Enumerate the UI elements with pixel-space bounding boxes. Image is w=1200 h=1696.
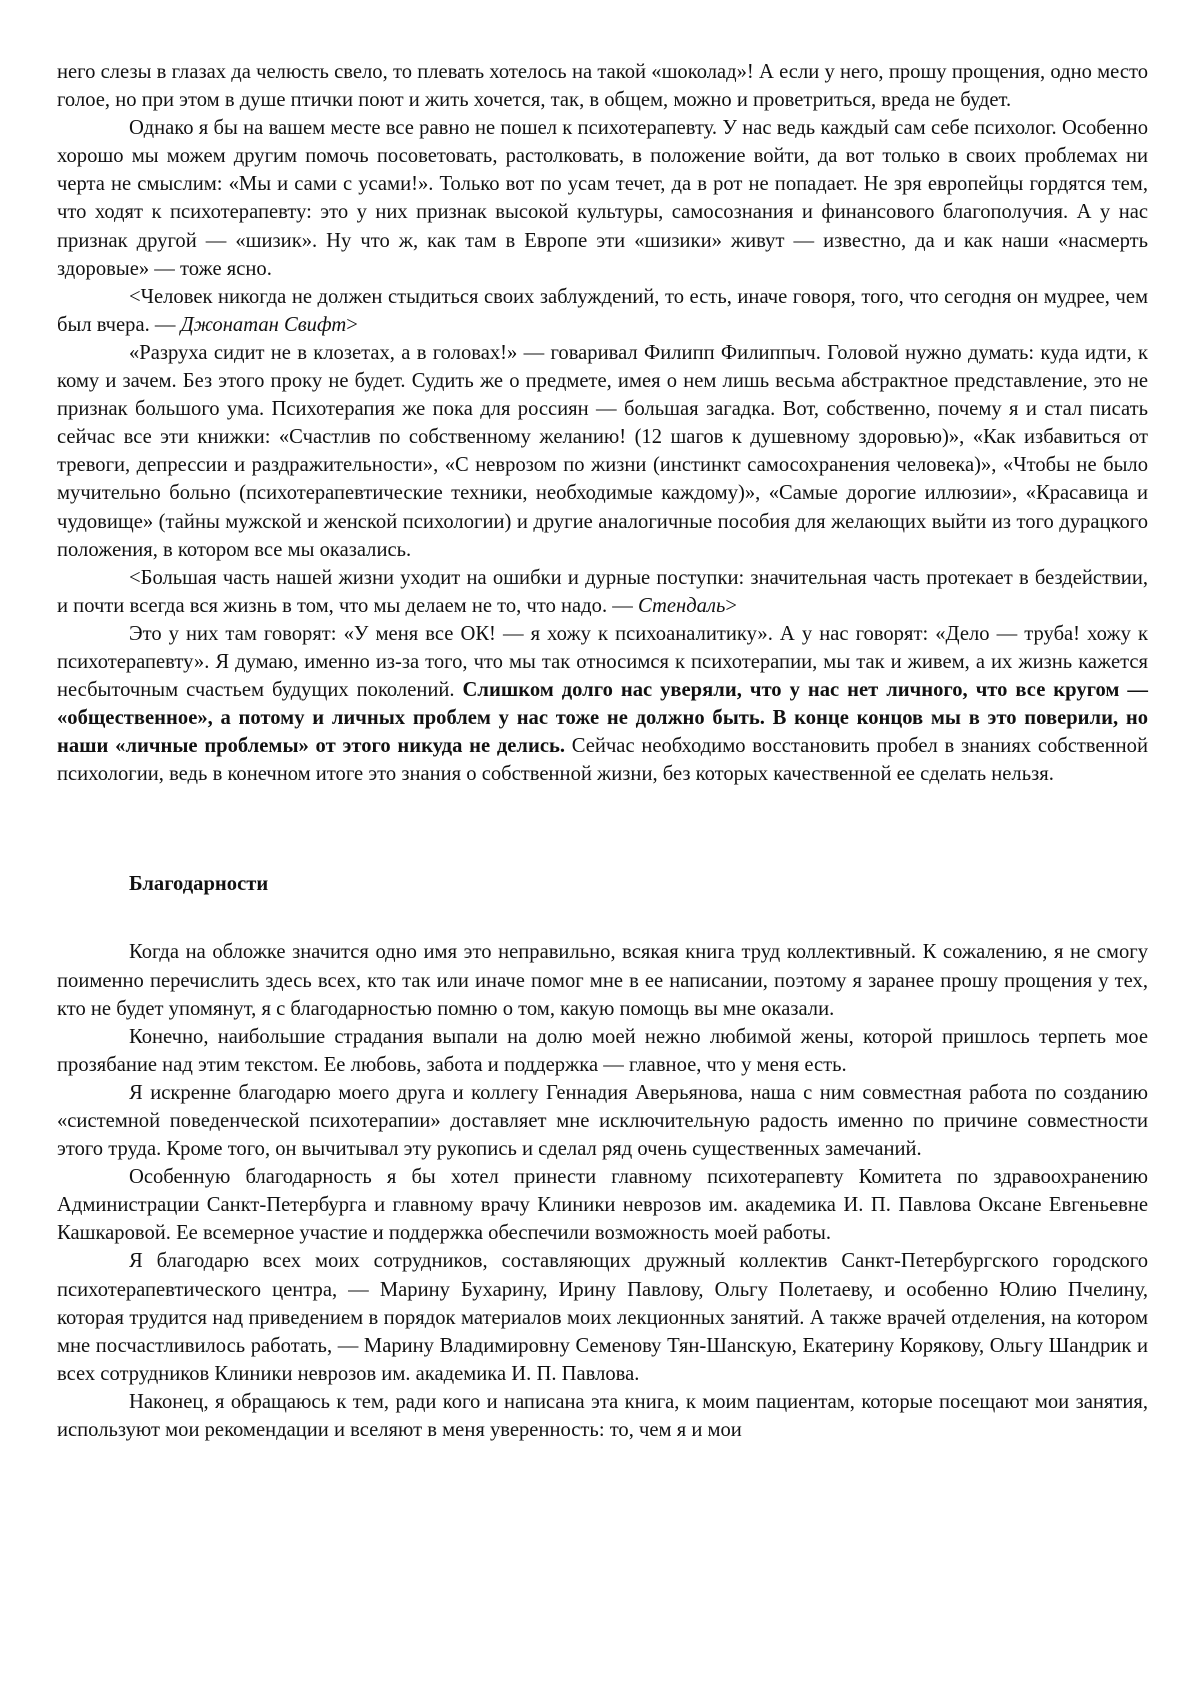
quote-stendhal-text: <Большая часть нашей жизни уходит на ошибки и дурные поступки: значительная часть протекает в бездействии, и почти всегда вся жизнь в том, что мы делаем не то, что надо. — xyxy=(57,566,1148,617)
section-heading-acknowledgements: Благодарности xyxy=(129,873,269,896)
quote-swift xyxy=(57,283,1148,339)
paragraph-self-psychologist: Однако я бы на вашем месте все равно не пошел к психотерапевту. У нас ведь каждый сам себе психолог. Особенно хорошо мы можем другим помочь посоветовать, растолковать, в положение войти, да вот только в своих проблемах ни черта не смыслим: «Мы и сами с усами!». Только вот по усам течет, да в рот не попадает. Не зря европейцы гордятся тем, что ходят к психотерапевту: это у них признак высокой культуры, самосознания и финансового благополучия. А у нас признак другой — «шизик». Ну что ж, как там в Европе эти «шизики» живут — известно, да и как наши «насмерть здоровые» — тоже ясно. xyxy=(57,117,1148,280)
paragraph-ack-intro: Когда на обложке значится одно имя это неправильно, всякая книга труд коллективный. К сожалению, я не смогу поименно перечислить здесь всех, кто так или иначе помог мне в ее написании, поэтому я заранее прошу прощения у тех, кто не будет упомянут, я с благодарностью помню о том, какую помощь вы мне оказали. xyxy=(57,941,1148,1020)
quote-swift-close: > xyxy=(346,313,358,336)
quote-swift-author: Джонатан Свифт xyxy=(180,313,347,336)
paragraph-continuation: него слезы в глазах да челюсть свело, то плевать хотелось на такой «шоколад»! А если у него, прошу прощения, одно место голое, но при этом в душе птички поют и жить хочется, так, в общем, можно и проветриться, вреда не будет. xyxy=(57,61,1148,112)
paragraph-ack-staff: Я благодарю всех моих сотрудников, составляющих дружный коллектив Санкт-Петербургского городского психотерапевтического центра, — Марину Бухарину, Ирину Павлову, Ольгу Полетаеву, и особенно Юлию Пчелину, которая трудится над приведением в порядок материалов моих лекционных занятий. А также врачей отделения, на котором мне посчастливилось работать, — Марину Владимировну Семенову Тян-Шанскую, Екатерину Корякову, Ольгу Шандрик и всех сотрудников Клиники неврозов им. академика И. П. Павлова. xyxy=(57,1250,1148,1385)
quote-swift-text: <Человек никогда не должен стыдиться своих заблуждений, то есть, иначе говоря, того, что сегодня он мудрее, чем был вчера. — xyxy=(57,285,1148,336)
paragraph-personal-problems-start: Это у них там говорят: «У меня все ОК! — я хожу к психоаналитику». А у нас говорят: «Дело — труба! хожу к психотерапевту». Я думаю, именно из-за того, что мы так относимся к психотерапии, мы так и живем, а их жизнь кажется несбыточным счастьем будущих поколений. xyxy=(57,622,1148,702)
paragraph-ack-colleague: Я искренне благодарю моего друга и коллегу Геннадия Аверьянова, наша с ним совместная работа по созданию «системной поведенческой психотерапии» доставляет мне исключительную радость именно по причине совместности этого труда. Кроме того, он вычитывал эту рукопись и сделал ряд очень существенных замечаний. xyxy=(57,1081,1148,1161)
quote-stendhal-author: Стендаль xyxy=(638,594,726,617)
paragraph-ack-chief: Особенную благодарность я бы хотел принести главному психотерапевту Комитета по здравоохранению Администрации Санкт-Петербурга и главному врачу Клиники неврозов им. академика И. П. Павлова Оксане Евгеньевне Кашкаровой. Ее всемерное участие и поддержка обеспечили возможность моей работы. xyxy=(57,1166,1148,1245)
paragraph-personal-problems-bold: Слишком долго нас уверяли, что у нас нет личного, что все кругом — «общественное», а потому и личных проблем у нас тоже не должно быть. В конце концов мы в это поверили, но наши «личные проблемы» от этого никуда не делись. xyxy=(57,679,1148,758)
paragraph-personal-problems-end: Сейчас необходимо восстановить пробел в знаниях собственной психологии, ведь в конечном итоге это знания о собственной жизни, без которых качественной ее сделать нельзя. xyxy=(57,735,1148,786)
paragraph-personal-problems xyxy=(57,620,1148,789)
quote-stendhal xyxy=(57,564,1148,620)
paragraph-ack-patients: Наконец, я обращаюсь к тем, ради кого и написана эта книга, к моим пациентам, которые посещают мои занятия, используют мои рекомендации и вселяют в меня уверенность: то, чем я и мои xyxy=(57,1390,1148,1442)
paragraph-ack-wife: Конечно, наибольшие страдания выпали на долю моей нежно любимой жены, которой пришлось терпеть мое прозябание над этим текстом. Ее любовь, забота и поддержка — главное, что у меня есть. xyxy=(57,1025,1148,1076)
quote-stendhal-close: > xyxy=(725,594,737,617)
paragraph-razrukha: «Разруха сидит не в клозетах, а в головах!» — говаривал Филипп Филиппыч. Головой нужно думать: куда идти, к кому и зачем. Без этого проку не будет. Судить же о предмете, имея о нем лишь весьма абстрактное представление, это не признак большого ума. Психотерапия же пока для россиян — большая загадка. Вот, собственно, почему я и стал писать сейчас все эти книжки: «Счастлив по собственному желанию! (12 шагов к душевному здоровью)», «Как избавиться от тревоги, депрессии и раздражительности», «С неврозом по жизни (инстинкт самосохранения человека)», «Чтобы не было мучительно больно (психотерапевтические техники, необходимые каждому)», «Самые дорогие иллюзии», «Красавица и чудовище» (тайны мужской и женской психологии) и другие аналогичные пособия для желающих выйти из того дурацкого положения, в котором все мы оказались. xyxy=(57,341,1148,561)
